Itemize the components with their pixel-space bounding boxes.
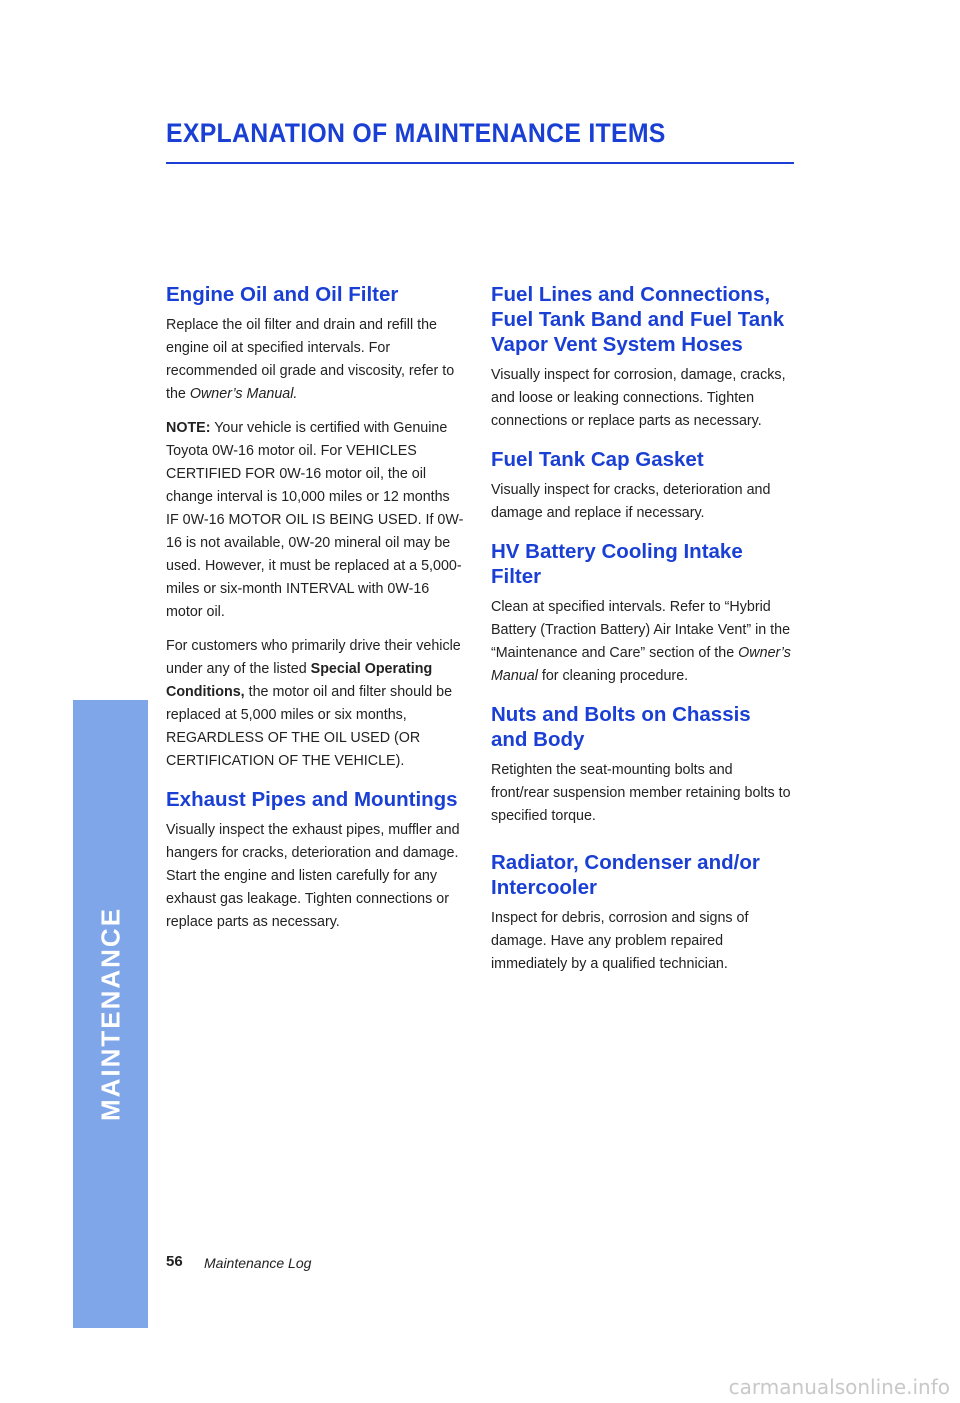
paragraph-text: Replace the oil filter and drain and refill the engine oil at specified intervals. For recommended oil grade and viscosity, refer to the <box>166 317 455 402</box>
section-paragraph <box>166 314 466 406</box>
paragraph-text: the motor oil and filter should be replaced at 5,000 miles or six months, REGARDLESS OF THE OIL USED (OR CERTIFICATION OF THE VEHICLE). <box>166 684 453 769</box>
section-hv-battery <box>491 539 791 688</box>
right-column <box>491 282 791 990</box>
section-radiator <box>491 850 791 976</box>
section-fuel-cap <box>491 447 791 525</box>
paragraph-text: For customers who primarily drive their vehicle under any of the listed <box>166 638 461 677</box>
section-paragraph: Retighten the seat-mounting bolts and front/rear suspension member retaining bolts to specified torque. <box>491 762 791 824</box>
section-nuts-bolts <box>491 702 791 828</box>
section-engine-oil <box>166 282 466 773</box>
section-paragraph: Visually inspect for corrosion, damage, cracks, and loose or leaking connections. Tighten connections or replace parts as necessary. <box>491 367 786 429</box>
section-heading: Engine Oil and Oil Filter <box>166 283 399 306</box>
note-paragraph <box>166 417 466 624</box>
note-label: NOTE: <box>166 420 211 436</box>
manual-reference: Owner’s Manual <box>491 645 791 684</box>
section-paragraph <box>491 596 791 688</box>
manual-reference: Owner’s Manual. <box>189 386 298 402</box>
paragraph-text: Clean at specified intervals. Refer to “Hybrid Battery (Traction Battery) Air Intake Vent” in the “Maintenance and Care” section of the <box>491 599 791 661</box>
footer-section-name: Maintenance Log <box>204 1255 312 1271</box>
section-paragraph: Visually inspect the exhaust pipes, muffler and hangers for cracks, deterioration and damage. Start the engine and listen carefully for any exhaust gas leakage. Tighten connections or replace parts as necessary. <box>166 822 460 930</box>
note-text: Your vehicle is certified with Genuine Toyota 0W-16 motor oil. For VEHICLES CERTIFIED FOR 0W-16 motor oil, the oil change interval is 10,000 miles or 12 months IF 0W-16 MOTOR OIL IS BEING USED. If 0W-16 is not available, 0W-20 mineral oil may be used. However, it must be replaced at a 5,000-miles or six-month INTERVAL with 0W-16 motor oil. <box>166 420 464 620</box>
section-paragraph: Visually inspect for cracks, deterioration and damage and replace if necessary. <box>491 482 771 521</box>
side-section-label: MAINTENANCE <box>95 906 126 1122</box>
watermark: carmanualsonline.info <box>728 1375 950 1399</box>
section-paragraph: Inspect for debris, corrosion and signs of damage. Have any problem repaired immediately by a qualified technician. <box>491 910 749 972</box>
left-column <box>166 282 466 948</box>
page-title: EXPLANATION OF MAINTENANCE ITEMS <box>166 118 666 148</box>
section-heading: Radiator, Condenser and/or Intercooler <box>491 851 760 899</box>
page-number: 56 <box>166 1253 183 1270</box>
section-heading: Nuts and Bolts on Chassis and Body <box>491 703 751 751</box>
section-heading: Exhaust Pipes and Mountings <box>166 788 458 811</box>
emphasis-text: Special Operating Conditions, <box>166 661 433 700</box>
title-divider <box>166 162 794 164</box>
section-paragraph <box>166 635 466 773</box>
section-heading: HV Battery Cooling Intake Filter <box>491 540 743 588</box>
paragraph-text: for cleaning procedure. <box>537 668 689 684</box>
section-heading: Fuel Tank Cap Gasket <box>491 448 704 471</box>
section-heading: Fuel Lines and Connections, Fuel Tank Band and Fuel Tank Vapor Vent System Hoses <box>491 283 785 356</box>
section-fuel-lines <box>491 282 791 433</box>
section-exhaust <box>166 787 466 934</box>
